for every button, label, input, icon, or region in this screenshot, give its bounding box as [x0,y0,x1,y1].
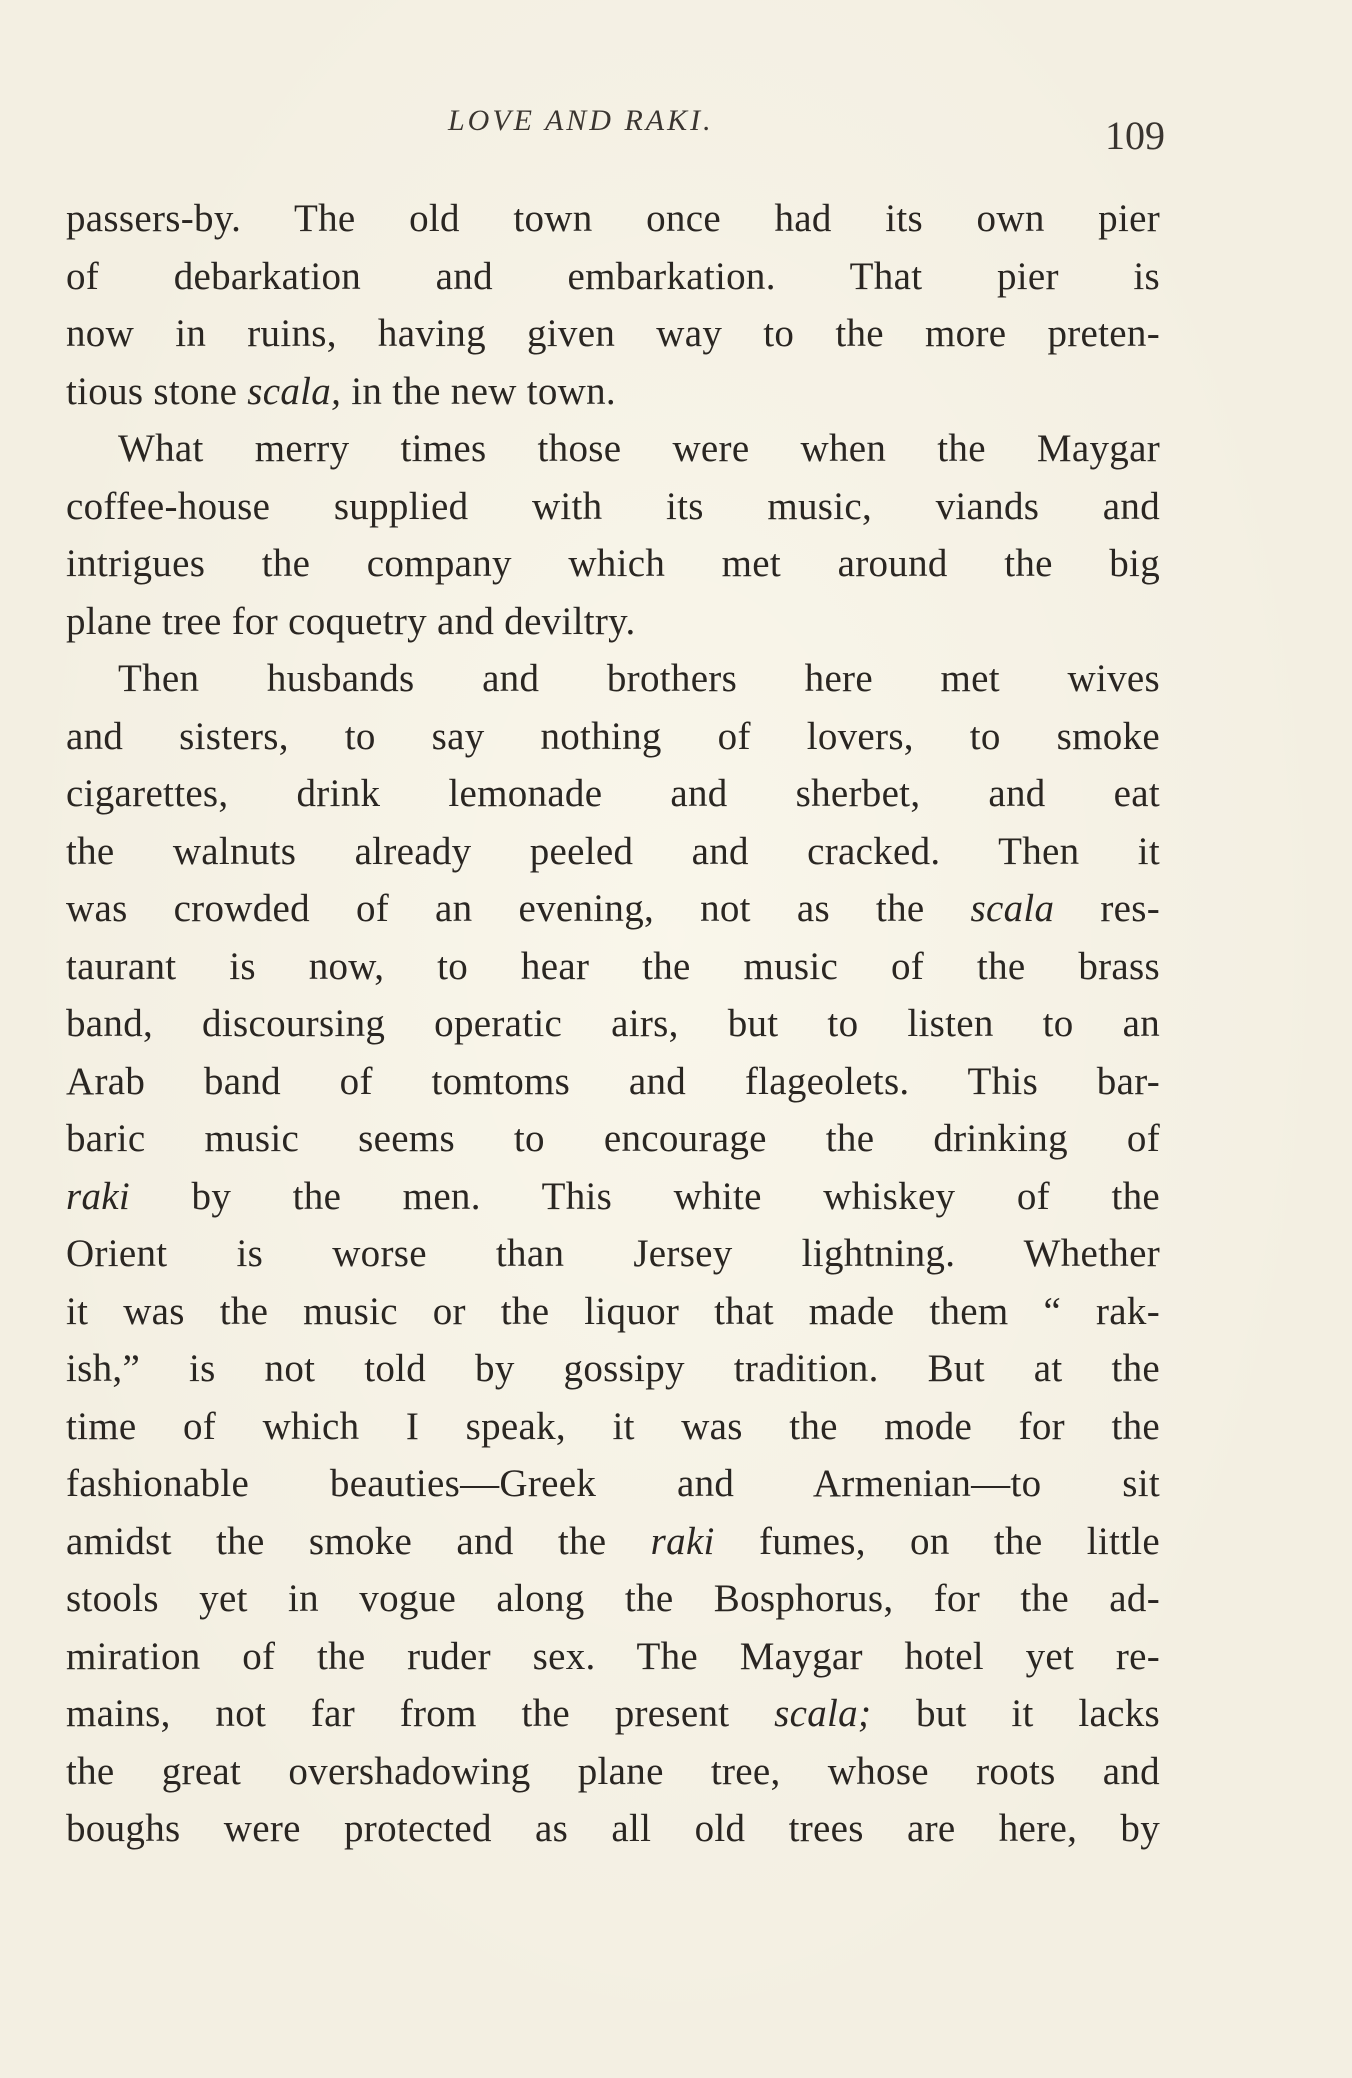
text-segment: cigarettes, drink lemonade and sherbet, and eat [66,772,1160,815]
text-line [66,1800,1160,1858]
text-line [66,995,1160,1053]
text-line [66,1398,1160,1456]
text-line [66,190,1160,248]
italic-word: raki [66,1174,131,1218]
text-line [66,1570,1160,1628]
text-line [66,938,1160,996]
text-line [66,1513,1160,1571]
text-segment: fumes, on the little [714,1519,1160,1563]
text-line [66,1340,1160,1398]
text-segment: Arab band of tomtoms and flageolets. This bar- [66,1059,1160,1103]
text-segment: coffee-house supplied with its music, viands and [66,484,1160,528]
text-line [66,1455,1160,1513]
text-line [66,1283,1160,1341]
text-segment: What merry times those were when the Maygar [118,427,1160,470]
text-line [66,363,1160,421]
italic-word: raki [650,1519,715,1563]
italic-word: scala, [247,369,342,413]
text-line [66,248,1160,306]
text-line [66,420,1160,478]
text-segment: but it lacks [871,1692,1160,1735]
text-segment: by the men. This white whiskey of the [130,1174,1160,1218]
text-segment: miration of the ruder sex. The Maygar hotel yet re- [66,1634,1160,1678]
text-segment: Then husbands and brothers here met wives [118,657,1160,700]
text-segment: taurant is now, to hear the music of the brass [66,944,1160,988]
text-line [66,305,1160,363]
page-number: 109 [1105,113,1165,158]
text-line [66,1628,1160,1686]
text-segment: the walnuts already peeled and cracked. Then it [66,829,1160,873]
text-segment: tious stone [66,369,248,413]
text-line [66,765,1160,823]
text-line [66,1743,1160,1801]
text-line [66,1053,1160,1111]
text-segment: boughs were protected as all old trees are here, by [66,1807,1160,1850]
text-segment: it was the music or the liquor that made them “ rak- [66,1289,1160,1333]
text-segment: res- [1054,887,1161,930]
text-line [66,478,1160,536]
text-line [66,1685,1160,1743]
text-segment: intrigues the company which met around the big [66,542,1160,585]
text-line [66,823,1160,881]
text-line [66,650,1160,708]
text-segment: Orient is worse than Jersey lightning. Whether [66,1232,1160,1275]
italic-word: scala; [774,1692,872,1735]
text-line [66,880,1160,938]
text-segment: baric music seems to encourage the drinking of [66,1117,1160,1160]
text-line [66,1110,1160,1168]
text-line [66,535,1160,593]
text-segment: passers-by. The old town once had its own pier [66,197,1160,240]
text-segment: now in ruins, having given way to the more preten- [66,312,1160,355]
text-line [66,593,1160,651]
text-segment: time of which I speak, it was the mode for the [66,1404,1160,1448]
text-segment: in the new town. [341,369,616,413]
text-segment: fashionable beauties—Greek and Armenian—to sit [66,1462,1160,1505]
text-line [66,1225,1160,1283]
text-segment: stools yet in vogue along the Bosphorus, for the ad- [66,1577,1160,1620]
running-title: LOVE AND RAKI. [448,104,714,137]
text-segment: band, discoursing operatic airs, but to listen to an [66,1002,1160,1045]
text-segment: plane tree for coquetry and deviltry. [66,599,636,643]
text-line [66,708,1160,766]
text-segment: amidst the smoke and the [66,1519,651,1563]
text-segment: and sisters, to say nothing of lovers, to smoke [66,714,1160,758]
text-segment: the great overshadowing plane tree, whose roots and [66,1749,1160,1793]
text-segment: mains, not far from the present [66,1692,775,1735]
text-segment: ish,” is not told by gossipy tradition. But at the [66,1347,1160,1390]
italic-word: scala [970,887,1055,930]
text-segment: of debarkation and embarkation. That pier is [66,254,1160,298]
text-segment: was crowded of an evening, not as the [66,887,971,930]
running-head [0,104,1352,158]
body-text [66,190,1160,1858]
text-line [66,1168,1160,1226]
